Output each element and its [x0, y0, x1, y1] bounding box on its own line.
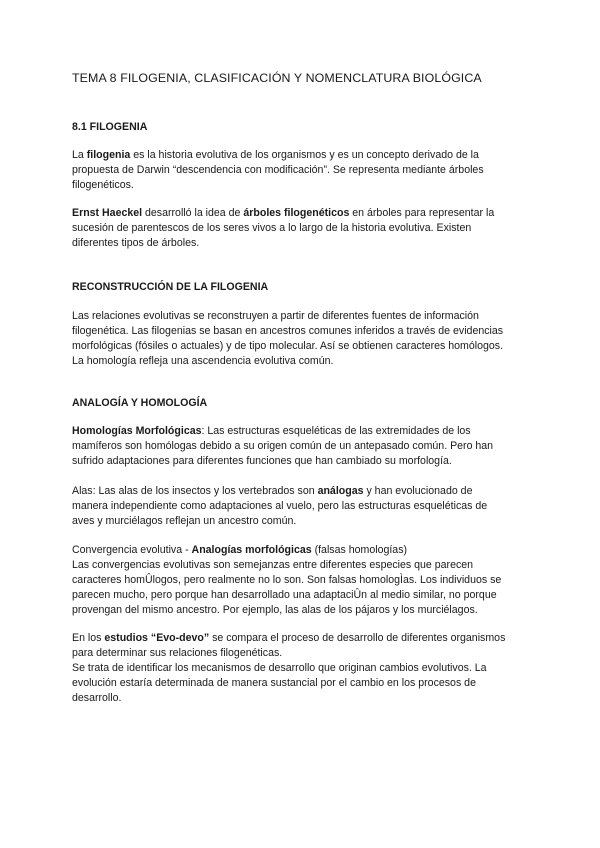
text-span: se compara el proceso de desarrollo de diferentes organismos [209, 632, 506, 644]
text-line [72, 424, 532, 439]
paragraph-filogenia-definition [72, 148, 532, 193]
text-line: desarrollo. [72, 692, 122, 704]
text-span: en árboles para representar la [349, 207, 495, 219]
text-line: sufrido adaptaciones para diferentes funciones que han cambiado su morfología. [72, 455, 452, 467]
text-line: diferentes tipos de árboles. [72, 237, 200, 249]
text-line: Las convergencias evolutivas son semejanzas entre diferentes especies que parecen [72, 559, 474, 571]
text-line: filogenéticos. [72, 179, 134, 191]
text-line: filogenética. Las filogenias se basan en ancestros comunes inferidos a través de evidencias [72, 325, 504, 337]
text-line: Las relaciones evolutivas se reconstruyen a partir de diferentes fuentes de información [72, 310, 479, 322]
paragraph-convergencia [72, 543, 532, 618]
bold-term: estudios “Evo-devo” [104, 632, 210, 644]
text-span: La [72, 149, 87, 161]
section-heading-reconstruccion: RECONSTRUCCIÓN DE LA FILOGENIA [72, 281, 269, 293]
text-span: y han evolucionado de [363, 485, 473, 497]
bold-term: Ernst Haeckel [72, 207, 143, 219]
text-line: La homología refleja una ascendencia evolutiva común. [72, 355, 334, 367]
text-line [72, 484, 532, 499]
text-line [72, 206, 532, 221]
text-line: parecen mucho, pero porque han desarrollado una adaptaciÛn al medio similar, no porque [72, 589, 497, 601]
text-span: es la historia evolutiva de los organismos y es un concepto derivado de la [130, 149, 479, 161]
text-line: morfológicas (fósiles o actuales) y de tipo molecular. Así se obtienen caracteres homólogos. [72, 340, 504, 352]
text-line [72, 148, 532, 163]
text-span: Alas: Las alas de los insectos y los vertebrados son [72, 485, 318, 497]
text-line: propuesta de Darwin “descendencia con modificación”. Se representa mediante árboles [72, 164, 484, 176]
text-line: aves y murciélagos reflejan un ancestro común. [72, 515, 297, 527]
text-span: Convergencia evolutiva - [72, 544, 192, 556]
paragraph-homologias [72, 424, 532, 469]
bold-term: árboles filogenéticos [243, 207, 350, 219]
bold-term: Analogías morfológicas [191, 544, 312, 556]
text-line: para determinar sus relaciones filogenéticas. [72, 647, 283, 659]
text-line [72, 631, 532, 646]
text-line: mamíferos son homólogas debido a su origen común de un antepasado común. Pero han [72, 440, 494, 452]
text-span: En los [72, 632, 105, 644]
paragraph-alas [72, 484, 532, 529]
section-heading-analogia: ANALOGÍA Y HOMOLOGÍA [72, 397, 208, 409]
bold-term: Homologías Morfológicas [72, 425, 202, 437]
bold-term: análogas [317, 485, 364, 497]
paragraph-evo-devo [72, 631, 532, 706]
text-span: desarrolló la idea de [142, 207, 244, 219]
text-span: (falsas homologías) [311, 544, 408, 556]
text-line: caracteres homÛlogos, pero realmente no lo son. Son falsas homologÌas. Los individuos se [72, 574, 502, 586]
text-line: sucesión de parentescos de los seres vivos a lo largo de la historia evolutiva. Existen [72, 222, 472, 234]
bold-term: filogenia [86, 149, 131, 161]
paragraph-reconstruccion [72, 309, 532, 369]
text-line: Se trata de identificar los mecanismos de desarrollo que originan cambios evolutivos. La [72, 662, 487, 674]
text-span: : Las estructuras esqueléticas de las extremidades de los [201, 425, 471, 437]
section-heading-filogenia: 8.1 FILOGENIA [72, 121, 148, 133]
text-line: manera independiente como adaptaciones al vuelo, pero las estructuras esqueléticas de [72, 500, 488, 512]
text-line: provengan del mismo ancestro. Por ejemplo, las alas de los pájaros y los murciélagos. [72, 604, 478, 616]
page-title: TEMA 8 FILOGENIA, CLASIFICACIÓN Y NOMENCLATURA BIOLÓGICA [72, 71, 482, 85]
paragraph-haeckel [72, 206, 532, 251]
text-line [72, 543, 532, 558]
text-line: evolución estaría determinada de manera sustancial por el cambio en los procesos de [72, 677, 476, 689]
